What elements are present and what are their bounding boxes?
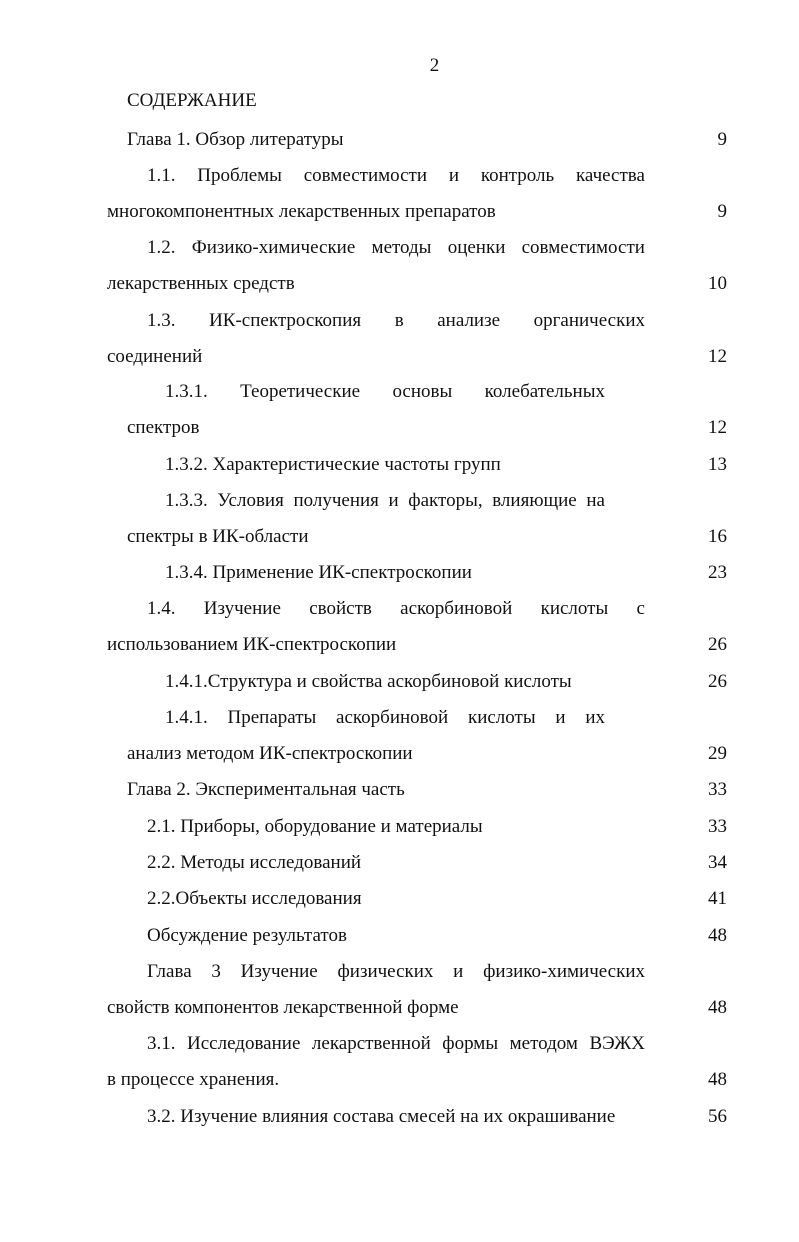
toc-entry-line [0, 128, 799, 154]
toc-word: их [585, 707, 605, 728]
toc-page-number: 12 [708, 346, 727, 367]
toc-word: совместимости [521, 237, 645, 258]
toc-word: формы [442, 1033, 499, 1054]
toc-word: основы [392, 381, 453, 402]
toc-entry-line [0, 996, 799, 1022]
toc-entry-line [0, 851, 799, 877]
toc-word: качества [575, 165, 645, 186]
toc-entry-text [147, 1032, 645, 1056]
toc-word: совместимости [303, 165, 428, 186]
toc-entry-line [0, 200, 799, 226]
toc-word: Изучение [240, 961, 318, 982]
toc-entry-text [147, 236, 645, 260]
toc-word: Проблемы [197, 165, 282, 186]
toc-page-number: 26 [708, 671, 727, 692]
toc-word: лекарственной [311, 1033, 431, 1054]
toc-entry-text: 2.1. Приборы, оборудование и материалы [147, 816, 483, 837]
toc-word: и [388, 490, 399, 511]
toc-entry-text: Глава 2. Экспериментальная часть [127, 779, 405, 800]
toc-word: физико-химических [483, 961, 645, 982]
toc-word: и [555, 707, 566, 728]
toc-page-number: 33 [708, 779, 727, 800]
toc-entry-line [0, 1105, 799, 1131]
toc-entry-text [147, 597, 645, 621]
toc-word: Физико-химические [191, 237, 356, 258]
toc-word: в [394, 310, 404, 331]
toc-word: 1.4. [147, 598, 176, 619]
toc-page-number: 23 [708, 562, 727, 583]
toc-word: ИК-спектроскопия [209, 310, 362, 331]
toc-word: 1.1. [147, 165, 176, 186]
toc-entry-line [0, 489, 799, 515]
toc-entry-line [0, 670, 799, 696]
toc-word: 1.3.1. [165, 381, 208, 402]
toc-word: анализе [437, 310, 501, 331]
toc-title: СОДЕРЖАНИЕ [127, 90, 257, 111]
toc-page-number: 12 [708, 417, 727, 438]
toc-entry-text [147, 960, 645, 984]
toc-word: и [448, 165, 460, 186]
toc-entry-text: использованием ИК-спектроскопии [107, 634, 397, 655]
toc-entry-text: соединений [107, 346, 203, 367]
toc-word: методом [509, 1033, 578, 1054]
toc-word: Условия [217, 490, 284, 511]
toc-entry-text: в процессе хранения. [107, 1069, 280, 1090]
toc-entry-line [0, 525, 799, 551]
toc-entry-text [147, 164, 645, 188]
toc-entry-text: спектры в ИК-области [127, 526, 309, 547]
toc-word: 3.1. [147, 1033, 176, 1054]
toc-word: кислоты [540, 598, 609, 619]
toc-entry-line [0, 272, 799, 298]
toc-entry-line [0, 345, 799, 371]
toc-page-number: 16 [708, 526, 727, 547]
toc-entry-text: анализ методом ИК-спектроскопии [127, 743, 413, 764]
toc-page-number: 29 [708, 743, 727, 764]
toc-entry-line [0, 309, 799, 335]
toc-word: влияющие [492, 490, 577, 511]
toc-word: свойств [309, 598, 372, 619]
toc-entry-line [0, 924, 799, 950]
toc-word: кислоты [467, 707, 536, 728]
toc-entry-line [0, 597, 799, 623]
toc-entry-line [0, 706, 799, 732]
toc-entry-text: свойств компонентов лекарственной форме [107, 997, 459, 1018]
toc-page-number: 34 [708, 852, 727, 873]
toc-entry-line [0, 778, 799, 804]
toc-entry-text: 2.2. Методы исследований [147, 852, 362, 873]
toc-word: факторы, [408, 490, 483, 511]
toc-word: ВЭЖХ [589, 1033, 645, 1054]
toc-word: контроль [480, 165, 555, 186]
toc-entry-text [165, 489, 605, 513]
toc-entry-line [0, 742, 799, 768]
toc-entry-line [0, 380, 799, 406]
toc-entry-text: 3.2. Изучение влияния состава смесей на их окрашивание [147, 1106, 616, 1127]
toc-word: оценки [447, 237, 506, 258]
toc-word: Глава [147, 961, 192, 982]
toc-page-number: 9 [717, 201, 727, 222]
toc-entry-text [147, 309, 645, 333]
toc-word: 1.4.1. [165, 707, 208, 728]
toc-entry-text: спектров [127, 417, 200, 438]
toc-word: на [586, 490, 605, 511]
toc-page-number: 48 [708, 925, 727, 946]
toc-word: аскорбиновой [400, 598, 513, 619]
page-number: 2 [429, 55, 440, 76]
toc-word: органических [533, 310, 645, 331]
toc-word: с [636, 598, 645, 619]
toc-word: Препараты [227, 707, 317, 728]
toc-page-number: 10 [708, 273, 727, 294]
toc-word: колебательных [484, 381, 605, 402]
toc-entry-line [0, 633, 799, 659]
toc-entry-text: лекарственных средств [107, 273, 295, 294]
toc-entry-line [0, 1032, 799, 1058]
toc-word: Исследование [187, 1033, 301, 1054]
toc-page-number: 48 [708, 1069, 727, 1090]
toc-entry-line [0, 960, 799, 986]
toc-page-number: 33 [708, 816, 727, 837]
toc-page-number: 56 [708, 1106, 727, 1127]
toc-entry-line [0, 561, 799, 587]
toc-page-number: 26 [708, 634, 727, 655]
toc-word: аскорбиновой [336, 707, 449, 728]
toc-entry-line [0, 1068, 799, 1094]
toc-entry-line [0, 416, 799, 442]
toc-word: 1.3. [147, 310, 176, 331]
toc-word: 1.3.3. [165, 490, 208, 511]
toc-entry-text [165, 706, 605, 730]
toc-entry-text: Обсуждение результатов [147, 925, 347, 946]
toc-word: методы [371, 237, 432, 258]
toc-entry-line [0, 236, 799, 262]
toc-page-number: 13 [708, 454, 727, 475]
toc-entry-text: Глава 1. Обзор литературы [127, 129, 344, 150]
toc-entry-text [165, 380, 605, 404]
toc-entry-text: 2.2.Объекты исследования [147, 888, 362, 909]
toc-entry-text: 1.4.1.Структура и свойства аскорбиновой кислоты [165, 671, 572, 692]
toc-page-number: 48 [708, 997, 727, 1018]
toc-word: и [453, 961, 464, 982]
toc-entry-text: 1.3.2. Характеристические частоты групп [165, 454, 501, 475]
toc-word: Теоретические [240, 381, 361, 402]
toc-entry-line [0, 164, 799, 190]
toc-page-number: 9 [717, 129, 727, 150]
toc-word: получения [293, 490, 379, 511]
toc-entry-text: многокомпонентных лекарственных препаратов [107, 201, 496, 222]
toc-entry-line [0, 887, 799, 913]
toc-word: 1.2. [147, 237, 176, 258]
toc-word: 3 [211, 961, 221, 982]
toc-entry-line [0, 815, 799, 841]
toc-entry-line [0, 453, 799, 479]
toc-word: Изучение [203, 598, 281, 619]
toc-word: физических [337, 961, 434, 982]
toc-page-number: 41 [708, 888, 727, 909]
toc-entry-text: 1.3.4. Применение ИК-спектроскопии [165, 562, 472, 583]
